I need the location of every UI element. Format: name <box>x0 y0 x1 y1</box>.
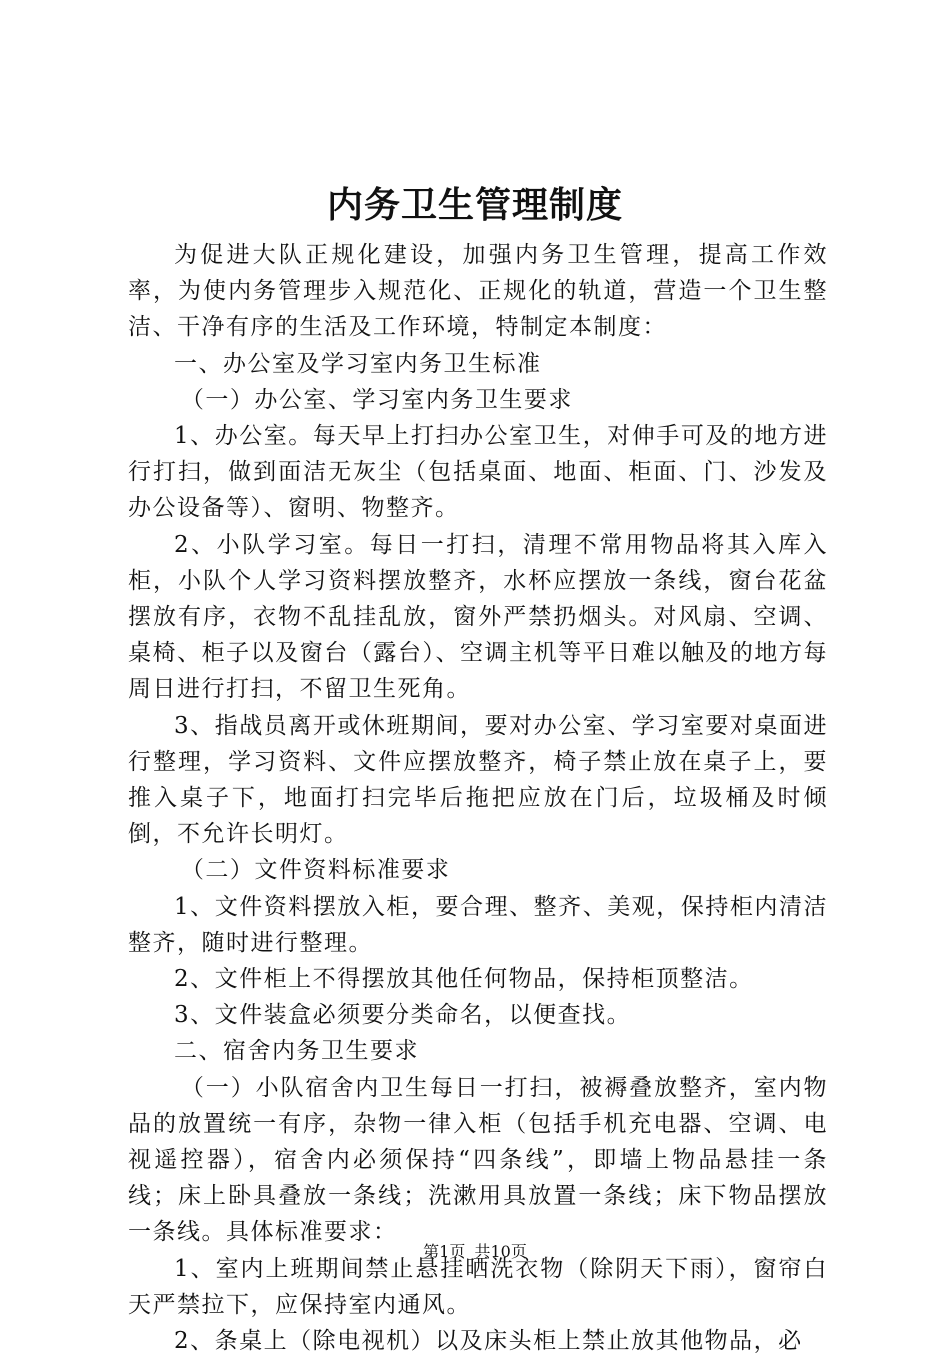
page-number: 第1页 <box>423 1242 466 1261</box>
paragraph-dormitory-daily: （一）小队宿舍内卫生每日一打扫，被褥叠放整齐，室内物品的放置统一有序，杂物一律入柜（包括手机充电器、空调、电视遥控器），宿舍内必须保持“四条线”，即墙上物品悬挂一条线；床上卧具叠放一条线；洗漱用具放置一条线；床下物品摆放一条线。具体标准要求： <box>128 1074 828 1246</box>
paragraph-intro: 为促进大队正规化建设，加强内务卫生管理，提高工作效率，为使内务管理步入规范化、正规化的轨道，营造一个卫生整洁、干净有序的生活及工作环境，特制定本制度： <box>128 242 828 341</box>
section-heading-dormitory: 二、宿舍内务卫生要求 <box>174 1038 419 1065</box>
paragraph-office: 1、办公室。每天早上打扫办公室卫生，对伸手可及的地方进行打扫，做到面洁无灰尘（包括桌面、地面、柜面、门、沙发及办公设备等）、窗明、物整齐。 <box>128 423 828 522</box>
paragraph-study-room: 2、小队学习室。每日一打扫，清理不常用物品将其入库入柜，小队个人学习资料摆放整齐，水杯应摆放一条线，窗台花盆摆放有序，衣物不乱挂乱放，窗外严禁扔烟头。对风扇、空调、桌椅、柜子以及窗台（露台）、空调主机等平日难以触及的地方每周日进行打扫，不留卫生死角。 <box>128 531 828 703</box>
page-total: 共10页 <box>474 1242 527 1261</box>
paragraph-laundry: 1、室内上班期间禁止悬挂晒洗衣物（除阴天下雨），窗帘白天严禁拉下，应保持室内通风。 <box>128 1255 828 1318</box>
document-body <box>128 237 828 1359</box>
paragraph-cabinet-top: 2、文件柜上不得摆放其他任何物品，保持柜顶整洁。 <box>174 966 754 993</box>
paragraph-desk-items: 2、条桌上（除电视机）以及床头柜上禁止放其他物品，必 <box>174 1328 803 1355</box>
page-footer <box>0 1241 950 1263</box>
subsection-heading-office-requirements: （一）办公室、学习室内务卫生要求 <box>180 386 573 413</box>
subsection-heading-documents: （二）文件资料标准要求 <box>180 857 451 884</box>
document-title: 内务卫生管理制度 <box>326 184 623 226</box>
paragraph-document-boxes: 3、文件装盒必须要分类命名，以便查找。 <box>174 1002 632 1029</box>
paragraph-leave-period: 3、指战员离开或休班期间，要对办公室、学习室要对桌面进行整理，学习资料、文件应摆放整齐，椅子禁止放在桌子上，要推入桌子下，地面打扫完毕后拖把应放在门后，垃圾桶及时倾倒，不允许长明灯。 <box>128 712 828 848</box>
paragraph-documents-cabinet: 1、文件资料摆放入柜，要合理、整齐、美观，保持柜内清洁整齐，随时进行整理。 <box>128 893 828 956</box>
section-heading-office: 一、办公室及学习室内务卫生标准 <box>174 350 542 377</box>
